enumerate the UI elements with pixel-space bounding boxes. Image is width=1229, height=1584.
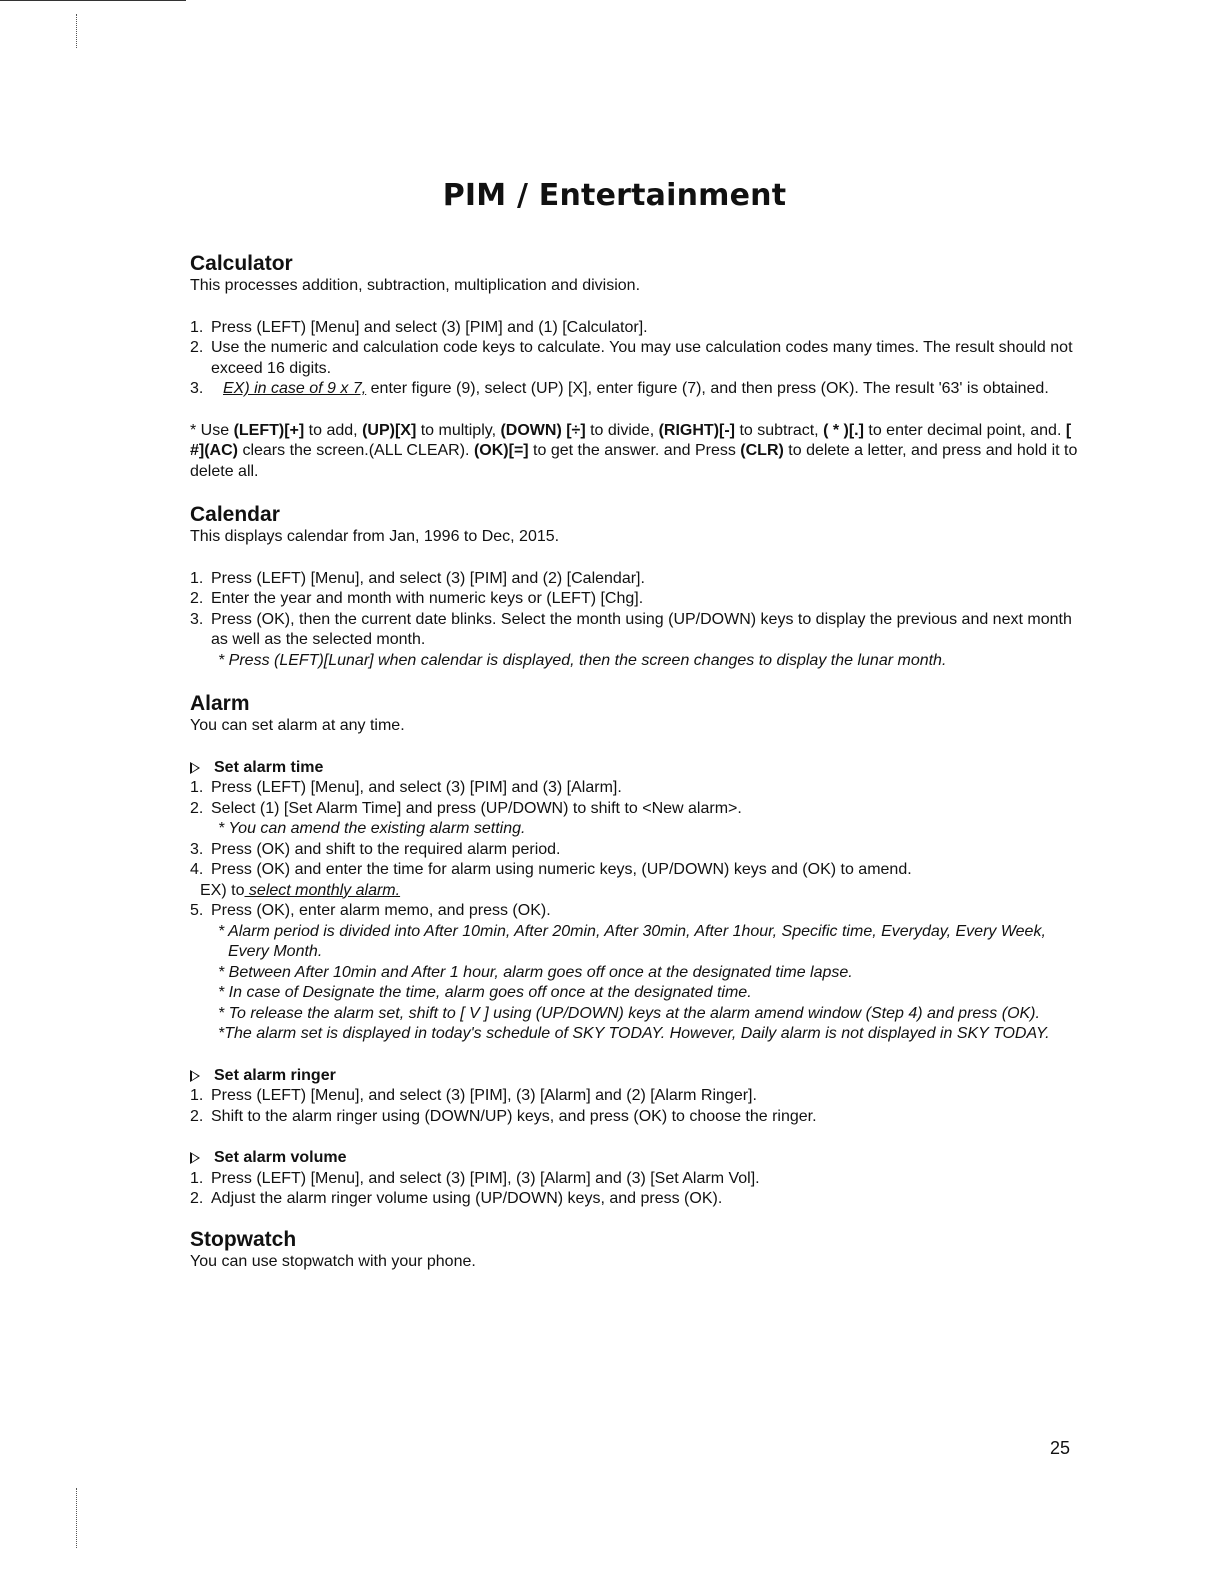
list-item-note: * Alarm period is divided into After 10min, After 20min, After 30min, After 1hour, Specific time, Everyday, Every Week, Every Month. [218,922,1046,960]
calendar-note: * Press (LEFT)[Lunar] when calendar is displayed, then the screen changes to display the lunar month. [218,651,947,669]
list-item-note: * To release the alarm set, shift to [ V ] using (UP/DOWN) keys at the alarm amend window (Step 4) and press (OK). [218,1004,1040,1022]
calculator-heading: Calculator [190,252,293,275]
example-text: EX) in case of 9 x 7, [223,380,367,397]
calculator-key-tip: * Use (LEFT)[+] to add, (UP)[X] to multiply, (DOWN) [÷] to divide, (RIGHT)[-] to subtract, ( * )[.] to enter decimal point, and. [ #](AC) clears the screen.(ALL CLEAR). (OK)[=] to get the answer. and Press (CLR) to delete a letter, and press and hold it to delete all. [190,421,1078,480]
list-item-note: *The alarm set is displayed in today's schedule of SKY TODAY. However, Daily alarm is not displayed in SKY TODAY. [218,1025,1050,1042]
triangle-bullet-icon [190,1070,200,1082]
list-item: 3. Press (OK), then the current date blinks. Select the month using (UP/DOWN) keys to display the previous and next month as well as the selected month. [190,610,1072,648]
list-item: 1. Press (LEFT) [Menu], and select (3) [PIM] and (2) [Calendar]. [190,569,645,587]
triangle-bullet-icon [190,1152,200,1164]
set-alarm-time-subheading: Set alarm time [190,758,1080,779]
page-content [190,252,1080,1272]
list-item: 1. Press (LEFT) [Menu], and select (3) [PIM] and (3) [Alarm]. [190,779,622,796]
list-item: 2. Adjust the alarm ringer volume using (UP/DOWN) keys, and press (OK). [190,1190,723,1207]
list-item-note: * Between After 10min and After 1 hour, alarm goes off once at the designated time lapse. [218,963,853,981]
page-number: 25 [1050,1438,1071,1458]
list-item: 2. Enter the year and month with numeric keys or (LEFT) [Chg]. [190,590,644,607]
triangle-bullet-icon [190,762,200,774]
list-item: 3. EX) in case of 9 x 7, enter figure (9), select (UP) [X], enter figure (7), and then press (OK). The result '63' is obtained. [190,380,1049,397]
scan-mark-bottom [76,1488,78,1548]
scan-edge-line [0,0,186,1]
set-alarm-volume-steps [190,1169,1080,1210]
list-item: 4. Press (OK) and enter the time for alarm using numeric keys, (UP/DOWN) keys and (OK) to amend. [190,861,912,878]
list-item: 5. Press (OK), enter alarm memo, and press (OK). [190,902,551,919]
calculator-intro: This processes addition, subtraction, multiplication and division. [190,277,641,294]
list-item: 2. Shift to the alarm ringer using (DOWN/UP) keys, and press (OK) to choose the ringer. [190,1107,817,1125]
alarm-heading: Alarm [190,692,250,715]
calendar-steps [190,569,1080,651]
alarm-intro: You can set alarm at any time. [190,717,405,734]
calculator-steps [190,318,1080,400]
list-item: 1. Press (LEFT) [Menu], and select (3) [PIM], (3) [Alarm] and (3) [Set Alarm Vol]. [190,1169,760,1187]
calendar-intro: This displays calendar from Jan, 1996 to Dec, 2015. [190,528,560,545]
stopwatch-intro: You can use stopwatch with your phone. [190,1252,476,1270]
list-item: 1. Press (LEFT) [Menu], and select (3) [PIM], (3) [Alarm] and (2) [Alarm Ringer]. [190,1087,757,1104]
list-item-note: * In case of Designate the time, alarm goes off once at the designated time. [218,984,752,1001]
list-item: 1. Press (LEFT) [Menu] and select (3) [PIM] and (1) [Calculator]. [190,318,648,336]
set-alarm-ringer-steps [190,1086,1080,1127]
list-item: 3. Press (OK) and shift to the required alarm period. [190,840,561,858]
scan-mark-top [76,14,78,48]
set-alarm-volume-subheading: Set alarm volume [190,1148,1080,1169]
list-item: 2. Use the numeric and calculation code keys to calculate. You may use calculation codes many times. The result should not exceed 16 digits. [190,339,1073,377]
set-alarm-time-steps [190,778,1080,1045]
example-line: EX) to select monthly alarm. [200,881,401,899]
list-item: 2. Select (1) [Set Alarm Time] and press (UP/DOWN) to shift to <New alarm>. [190,799,742,817]
set-alarm-ringer-subheading: Set alarm ringer [190,1066,1080,1087]
page-title: PIM / Entertainment [442,178,787,213]
list-item-note: * You can amend the existing alarm setting. [218,820,526,837]
stopwatch-heading: Stopwatch [190,1227,297,1251]
calendar-heading: Calendar [190,503,280,526]
